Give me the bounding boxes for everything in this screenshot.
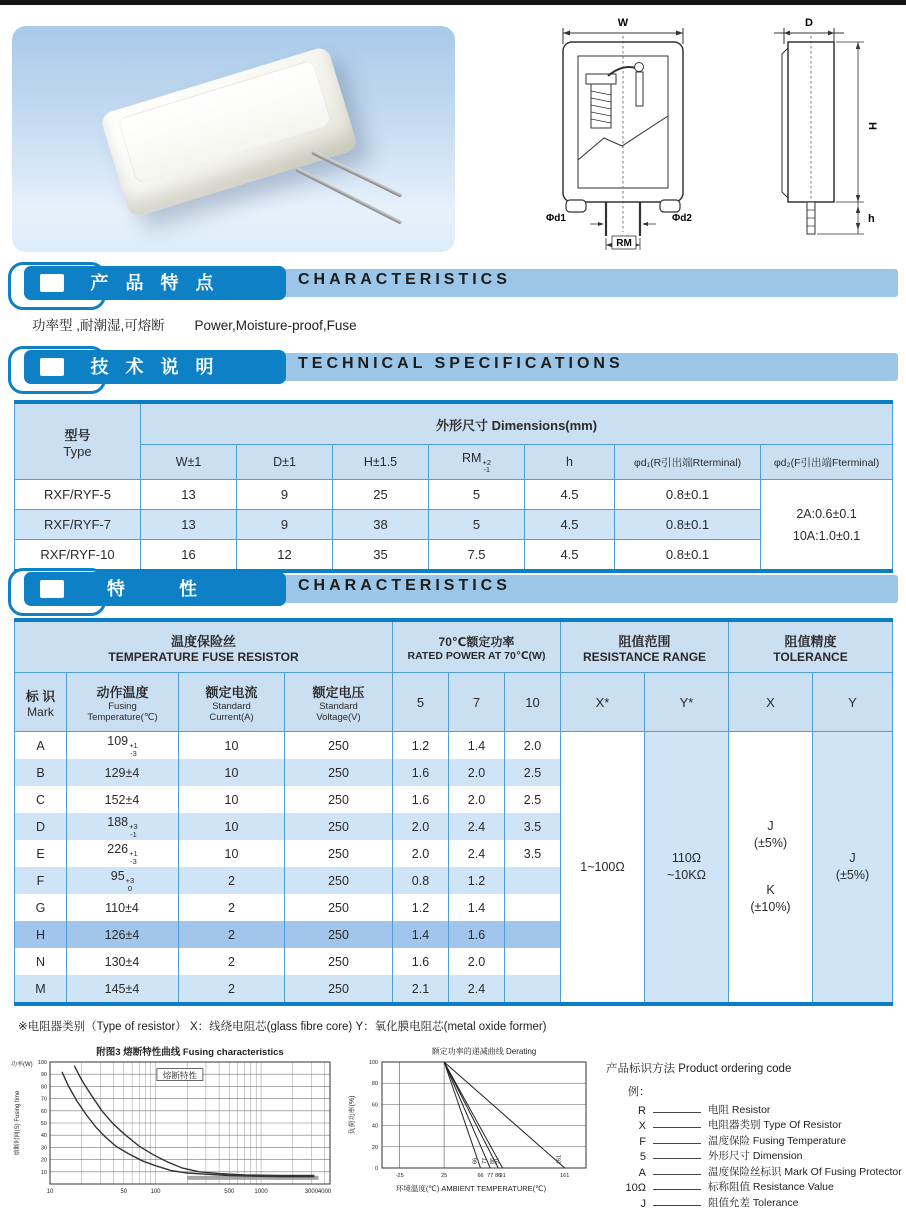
ordering-row bbox=[606, 1101, 904, 1117]
col-header-fusing-temp: 动作温度 Fusing Temperature(℃) bbox=[67, 673, 179, 732]
voltage: 250 bbox=[285, 894, 393, 921]
current: 10 bbox=[179, 732, 285, 760]
ordering-code: 10Ω bbox=[625, 1182, 646, 1194]
voltage: 250 bbox=[285, 786, 393, 813]
col-header-p7: 7 bbox=[449, 673, 505, 732]
svg-text:10: 10 bbox=[40, 1169, 47, 1176]
voltage: 250 bbox=[285, 867, 393, 894]
type: RXF/RYF-7 bbox=[15, 510, 141, 540]
group-resistance-range: 阻值范围 RESISTANCE RANGE bbox=[561, 620, 729, 673]
svg-text:-25: -25 bbox=[395, 1173, 404, 1179]
p5: 0.8 bbox=[393, 867, 449, 894]
col-header-y-star: Y* bbox=[645, 673, 729, 732]
svg-text:100: 100 bbox=[150, 1189, 161, 1195]
p7: 2.0 bbox=[449, 786, 505, 813]
section-title-zh: 特 性 bbox=[24, 572, 286, 606]
p7: 2.4 bbox=[449, 813, 505, 840]
ordering-row bbox=[606, 1117, 904, 1133]
temp: 188 +3 -1 bbox=[67, 813, 179, 840]
col-header-h-lead: h bbox=[525, 445, 615, 480]
features-en: Power,Moisture-proof,Fuse bbox=[194, 318, 357, 333]
group-rated-power: 70℃额定功率 RATED POWER AT 70℃(W) bbox=[393, 620, 561, 673]
p7: 1.6 bbox=[449, 921, 505, 948]
leader-line bbox=[653, 1174, 701, 1175]
ordering-row bbox=[606, 1194, 904, 1210]
temp: 126±4 bbox=[67, 921, 179, 948]
current: 2 bbox=[179, 894, 285, 921]
svg-text:70: 70 bbox=[40, 1096, 47, 1103]
h: 25 bbox=[333, 480, 429, 510]
voltage: 250 bbox=[285, 840, 393, 867]
p10 bbox=[505, 948, 561, 975]
features-zh: 功率型 ,耐潮湿,可熔断 bbox=[32, 318, 165, 333]
svg-text:66: 66 bbox=[477, 1173, 484, 1179]
section-header-tech bbox=[8, 352, 898, 382]
dim-label-h-lead: h bbox=[868, 213, 875, 225]
svg-text:80: 80 bbox=[40, 1084, 47, 1091]
dim-label-d1: Φd1 bbox=[546, 213, 566, 224]
derating-chart bbox=[342, 1044, 600, 1210]
section-title-zh: 技 术 说 明 bbox=[24, 350, 286, 384]
temp: 110±4 bbox=[67, 894, 179, 921]
p10 bbox=[505, 921, 561, 948]
resistor-lead bbox=[311, 150, 402, 197]
mark: D bbox=[15, 813, 67, 840]
svg-text:4000: 4000 bbox=[317, 1189, 332, 1195]
w: 13 bbox=[141, 480, 237, 510]
rterm: 0.8±0.1 bbox=[615, 480, 761, 510]
ordering-desc: 标称阻值 Resistance Value bbox=[708, 1181, 834, 1193]
col-header-y: Y bbox=[813, 673, 893, 732]
current: 2 bbox=[179, 975, 285, 1004]
ordering-title: 产品标识方法 Product ordering code bbox=[606, 1063, 792, 1075]
col-header-w: W±1 bbox=[141, 445, 237, 480]
p10 bbox=[505, 975, 561, 1004]
temp: 129±4 bbox=[67, 759, 179, 786]
mark: B bbox=[15, 759, 67, 786]
type: RXF/RYF-10 bbox=[15, 540, 141, 572]
svg-text:40: 40 bbox=[371, 1123, 378, 1130]
mark: N bbox=[15, 948, 67, 975]
current: 2 bbox=[179, 921, 285, 948]
h-lead: 4.5 bbox=[525, 480, 615, 510]
x-range-merged: 1~100Ω bbox=[561, 732, 645, 1005]
dim-label-w: W bbox=[617, 17, 629, 29]
h-lead: 4.5 bbox=[525, 510, 615, 540]
ordering-code: 5 bbox=[639, 1151, 646, 1163]
h-lead: 4.5 bbox=[525, 540, 615, 572]
svg-text:60: 60 bbox=[40, 1108, 47, 1115]
col-header-dimensions: 外形尺寸 Dimensions(mm) bbox=[141, 402, 893, 445]
product-photo bbox=[12, 26, 455, 252]
svg-text:功率(W): 功率(W) bbox=[11, 1062, 33, 1068]
svg-text:0: 0 bbox=[374, 1166, 378, 1172]
y-tolerance-merged: J (±5%) bbox=[813, 732, 893, 1005]
temp: 109 +1 -3 bbox=[67, 732, 179, 760]
p5: 2.0 bbox=[393, 813, 449, 840]
svg-text:25: 25 bbox=[441, 1173, 448, 1179]
section-title-en: CHARACTERISTICS bbox=[298, 271, 511, 288]
ordering-desc: 外形尺寸 Dimension bbox=[708, 1150, 803, 1162]
col-header-type: 型号 Type bbox=[15, 402, 141, 480]
svg-text:附图3 熔断特性曲线 Fusing characteri: 附图3 熔断特性曲线 Fusing characteristics bbox=[96, 1047, 284, 1058]
spec-table bbox=[14, 400, 893, 573]
dim-label-rm: RM bbox=[616, 238, 632, 249]
svg-text:20: 20 bbox=[371, 1144, 378, 1151]
p10: 2.5 bbox=[505, 759, 561, 786]
svg-text:30: 30 bbox=[40, 1145, 47, 1152]
dimension-drawing-side bbox=[752, 14, 902, 259]
ordering-code: F bbox=[639, 1135, 646, 1148]
leader-line bbox=[653, 1127, 701, 1128]
svg-text:91: 91 bbox=[499, 1173, 506, 1179]
fusing-characteristics-chart bbox=[10, 1046, 340, 1204]
svg-text:91: 91 bbox=[494, 1157, 501, 1164]
p10 bbox=[505, 867, 561, 894]
section-title-en: TECHNICAL SPECIFICATIONS bbox=[298, 355, 624, 372]
col-header-x-star: X* bbox=[561, 673, 645, 732]
section-header-features bbox=[8, 268, 898, 298]
top-border-bar bbox=[0, 0, 906, 5]
svg-text:1000: 1000 bbox=[254, 1189, 268, 1195]
resistor-type-footnote: ※电阻器类别（Type of resistor） X：线绕电阻芯(glass fibre core) Y：氧化膜电阻芯(metal oxide former) bbox=[18, 1021, 547, 1033]
rm: 5 bbox=[429, 510, 525, 540]
svg-text:50: 50 bbox=[40, 1121, 47, 1127]
mark: G bbox=[15, 894, 67, 921]
voltage: 250 bbox=[285, 948, 393, 975]
svg-text:90: 90 bbox=[40, 1072, 47, 1079]
col-header-p10: 10 bbox=[505, 673, 561, 732]
svg-text:熔断特性: 熔断特性 bbox=[162, 1070, 197, 1081]
w: 16 bbox=[141, 540, 237, 572]
col-header-x: X bbox=[729, 673, 813, 732]
col-header-fterminal: φd₂(F引出端Fterminal) bbox=[761, 445, 893, 480]
svg-text:100: 100 bbox=[368, 1060, 378, 1066]
p7: 2.0 bbox=[449, 948, 505, 975]
table-row bbox=[15, 480, 893, 510]
voltage: 250 bbox=[285, 813, 393, 840]
p7: 1.4 bbox=[449, 732, 505, 760]
rterm: 0.8±0.1 bbox=[615, 540, 761, 572]
leader-line bbox=[653, 1158, 701, 1159]
p7: 1.4 bbox=[449, 894, 505, 921]
svg-text:500: 500 bbox=[224, 1189, 235, 1195]
rm: 7.5 bbox=[429, 540, 525, 572]
svg-text:161: 161 bbox=[556, 1154, 563, 1164]
col-header-rterminal: φd₁(R引出端Rterminal) bbox=[615, 445, 761, 480]
dimension-drawing-front bbox=[538, 14, 723, 259]
ordering-code: X bbox=[638, 1120, 646, 1132]
voltage: 250 bbox=[285, 975, 393, 1004]
d: 12 bbox=[237, 540, 333, 572]
p5: 1.4 bbox=[393, 921, 449, 948]
svg-text:50: 50 bbox=[120, 1189, 128, 1195]
rm: 5 bbox=[429, 480, 525, 510]
d: 9 bbox=[237, 480, 333, 510]
dim-label-d: D bbox=[805, 17, 813, 29]
p10: 2.0 bbox=[505, 732, 561, 760]
ordering-desc: 电阻 Resistor bbox=[708, 1103, 771, 1116]
temp: 130±4 bbox=[67, 948, 179, 975]
svg-text:10: 10 bbox=[46, 1189, 54, 1195]
col-header-rm: RM +2 -1 bbox=[429, 445, 525, 480]
table-row bbox=[15, 732, 893, 760]
p5: 1.6 bbox=[393, 948, 449, 975]
mark: F bbox=[15, 867, 67, 894]
mark: E bbox=[15, 840, 67, 867]
table-row bbox=[15, 402, 893, 445]
mark: H bbox=[15, 921, 67, 948]
p5: 1.2 bbox=[393, 894, 449, 921]
ordering-desc: 阻值允差 Tolerance bbox=[708, 1196, 799, 1209]
resistor-top-face bbox=[117, 59, 332, 184]
resistor-body bbox=[99, 46, 358, 219]
p10 bbox=[505, 894, 561, 921]
x-tolerance-merged: J (±5%) K (±10%) bbox=[729, 732, 813, 1005]
features-line bbox=[32, 314, 357, 334]
d: 9 bbox=[237, 510, 333, 540]
section-chip-icon bbox=[40, 358, 64, 376]
ordering-desc: 温度保险丝标识 Mark Of Fusing Protector bbox=[708, 1165, 902, 1178]
svg-text:负荷功率(%): 负荷功率(%) bbox=[349, 1095, 356, 1135]
voltage: 250 bbox=[285, 732, 393, 760]
ordering-row bbox=[606, 1132, 904, 1148]
ordering-desc: 温度保险 Fusing Temperature bbox=[708, 1134, 847, 1147]
svg-text:77: 77 bbox=[487, 1173, 494, 1179]
current: 10 bbox=[179, 840, 285, 867]
p7: 2.4 bbox=[449, 840, 505, 867]
svg-text:额定功率的递减曲线 Derating: 额定功率的递减曲线 Derating bbox=[431, 1047, 537, 1056]
group-tolerance: 阻值精度 TOLERANCE bbox=[729, 620, 893, 673]
rterm: 0.8±0.1 bbox=[615, 510, 761, 540]
col-header-h: H±1.5 bbox=[333, 445, 429, 480]
p5: 2.1 bbox=[393, 975, 449, 1004]
ordering-example-label: 例： bbox=[628, 1086, 650, 1098]
section-header-characteristics bbox=[8, 574, 898, 604]
p5: 1.6 bbox=[393, 759, 449, 786]
col-header-standard-voltage: 额定电压 Standard Voltage(V) bbox=[285, 673, 393, 732]
p7: 1.2 bbox=[449, 867, 505, 894]
svg-text:66: 66 bbox=[472, 1157, 479, 1164]
ordering-desc: 电阻器类别 Type Of Resistor bbox=[708, 1119, 842, 1131]
temp: 95 +3 0 bbox=[67, 867, 179, 894]
leader-line bbox=[653, 1189, 701, 1190]
p5: 1.2 bbox=[393, 732, 449, 760]
y-range-merged: 110Ω ~10KΩ bbox=[645, 732, 729, 1005]
ordering-row bbox=[606, 1163, 904, 1179]
svg-text:40: 40 bbox=[40, 1133, 47, 1140]
fterm-merged: 2A:0.6±0.1 10A:1.0±0.1 bbox=[761, 480, 893, 572]
section-chip-icon bbox=[40, 274, 64, 292]
ordering-code: A bbox=[638, 1166, 646, 1179]
h: 35 bbox=[333, 540, 429, 572]
svg-text:20: 20 bbox=[40, 1157, 47, 1164]
svg-text:熔断时间(S) Fusing time: 熔断时间(S) Fusing time bbox=[15, 1090, 21, 1156]
svg-text:77: 77 bbox=[482, 1157, 489, 1164]
dim-label-h: H bbox=[866, 122, 878, 130]
h: 38 bbox=[333, 510, 429, 540]
section-title-zh: 产 品 特 点 bbox=[24, 266, 286, 300]
resistor-lead bbox=[296, 167, 403, 224]
table-row bbox=[15, 445, 893, 480]
section-title-en: CHARACTERISTICS bbox=[298, 577, 511, 594]
col-header-d: D±1 bbox=[237, 445, 333, 480]
w: 13 bbox=[141, 510, 237, 540]
current: 10 bbox=[179, 759, 285, 786]
dim-label-d2: Φd2 bbox=[672, 213, 692, 224]
p5: 1.6 bbox=[393, 786, 449, 813]
p10: 2.5 bbox=[505, 786, 561, 813]
leader-line bbox=[653, 1112, 701, 1113]
p7: 2.0 bbox=[449, 759, 505, 786]
table-row bbox=[15, 620, 893, 673]
current: 10 bbox=[179, 813, 285, 840]
current: 2 bbox=[179, 948, 285, 975]
current: 2 bbox=[179, 867, 285, 894]
ordering-code: J bbox=[640, 1197, 646, 1210]
svg-text:3000: 3000 bbox=[304, 1189, 319, 1195]
temp: 145±4 bbox=[67, 975, 179, 1004]
svg-text:80: 80 bbox=[371, 1081, 378, 1088]
svg-text:86: 86 bbox=[495, 1173, 502, 1179]
section-chip-icon bbox=[40, 580, 64, 598]
svg-text:161: 161 bbox=[560, 1173, 570, 1179]
p5: 2.0 bbox=[393, 840, 449, 867]
ordering-row bbox=[606, 1179, 904, 1195]
svg-text:环境温度(℃) AMBIENT TEMPERATURE(℃: 环境温度(℃) AMBIENT TEMPERATURE(℃) bbox=[395, 1184, 547, 1193]
leader-line bbox=[653, 1143, 701, 1144]
temp: 226 +1 -3 bbox=[67, 840, 179, 867]
svg-text:86: 86 bbox=[490, 1157, 497, 1164]
table-row bbox=[15, 673, 893, 732]
ordering-row bbox=[606, 1148, 904, 1164]
col-header-standard-current: 额定电流 Standard Current(A) bbox=[179, 673, 285, 732]
col-header-mark: 标 识 Mark bbox=[15, 673, 67, 732]
mark: A bbox=[15, 732, 67, 760]
ordering-code: R bbox=[638, 1104, 646, 1117]
product-ordering-code bbox=[606, 1060, 904, 1210]
characteristics-table bbox=[14, 618, 893, 1006]
svg-text:100: 100 bbox=[37, 1060, 47, 1066]
mark: M bbox=[15, 975, 67, 1004]
p10: 3.5 bbox=[505, 813, 561, 840]
leader-line bbox=[653, 1205, 701, 1206]
temp: 152±4 bbox=[67, 786, 179, 813]
p10: 3.5 bbox=[505, 840, 561, 867]
group-temp-fuse: 温度保险丝 TEMPERATURE FUSE RESISTOR bbox=[15, 620, 393, 673]
col-header-p5: 5 bbox=[393, 673, 449, 732]
p7: 2.4 bbox=[449, 975, 505, 1004]
type: RXF/RYF-5 bbox=[15, 480, 141, 510]
voltage: 250 bbox=[285, 921, 393, 948]
mark: C bbox=[15, 786, 67, 813]
voltage: 250 bbox=[285, 759, 393, 786]
svg-text:60: 60 bbox=[371, 1102, 378, 1109]
current: 10 bbox=[179, 786, 285, 813]
